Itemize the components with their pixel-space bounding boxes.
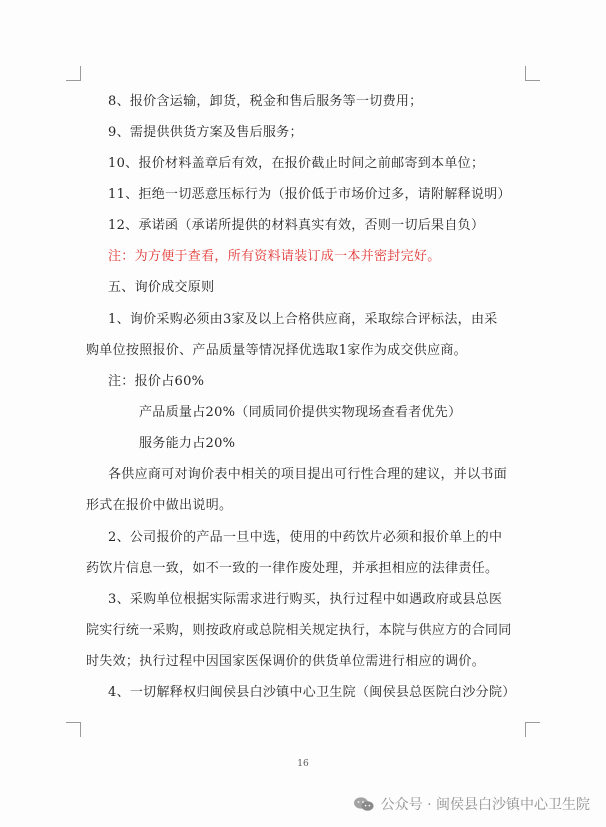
item-10: 10、报价材料盖章后有效，在报价截止时间之前邮寄到本单位； <box>108 156 485 171</box>
crop-mark-top-left <box>66 66 81 81</box>
crop-mark-top-right <box>525 66 540 81</box>
principle-2-line-1: 2、公司报价的产品一旦中选，使用的中药饮片必须和报价单上的中 <box>108 530 503 545</box>
wechat-icon <box>353 796 375 812</box>
weight-price: 注：报价占60% <box>108 374 205 389</box>
section-heading: 五、询价成交原则 <box>108 280 215 295</box>
weight-quality: 产品质量占20%（同质同价提供实物现场查看者优先） <box>139 405 462 420</box>
item-9: 9、需提供供货方案及售后服务； <box>108 125 303 140</box>
item-11: 11、拒绝一切恶意压标行为（报价低于市场价过多，请附解释说明） <box>108 187 511 202</box>
suggestion-line-2: 形式在报价中做出说明。 <box>86 498 233 513</box>
weight-service: 服务能力占20% <box>139 436 236 451</box>
principle-4: 4、一切解释权归闽侯县白沙镇中心卫生院（闽侯县总医院白沙分院） <box>108 685 516 700</box>
item-12: 12、承诺函（承诺所提供的材料真实有效，否则一切后果自负） <box>108 218 485 233</box>
principle-2-line-2: 药饮片信息一致，如不一致的一律作废处理，并承担相应的法律责任。 <box>86 561 499 576</box>
watermark <box>353 793 590 815</box>
item-8: 8、报价含运输，卸货，税金和售后服务等一切费用； <box>108 94 423 109</box>
principle-3-line-1: 3、采购单位根据实际需求进行购买，执行过程中如遇政府或县总医 <box>108 592 503 607</box>
crop-mark-bottom-right <box>525 722 540 737</box>
principle-1-line-2: 购单位按照报价、产品质量等情况择优选取1家作为成交供应商。 <box>86 343 467 358</box>
principle-3-line-3: 时失效；执行过程中因国家医保调价的供货单位需进行相应的调价。 <box>86 654 486 669</box>
principle-3-line-2: 院实行统一采购，则按政府或总院相关规定执行，本院与供应方的合同同 <box>86 623 512 638</box>
page-number: 16 <box>297 759 309 769</box>
suggestion-line-1: 各供应商可对询价表中相关的项目提出可行性合理的建议，并以书面 <box>108 467 508 482</box>
principle-1-line-1: 1、询价采购必须由3家及以上合格供应商，采取综合评标法，由采 <box>108 312 498 327</box>
crop-mark-bottom-left <box>66 722 81 737</box>
binding-note: 注：为方便于查看，所有资料请装订成一本并密封完好。 <box>108 249 441 264</box>
watermark-text: 公众号 · 闽侯县白沙镇中心卫生院 <box>380 797 590 813</box>
